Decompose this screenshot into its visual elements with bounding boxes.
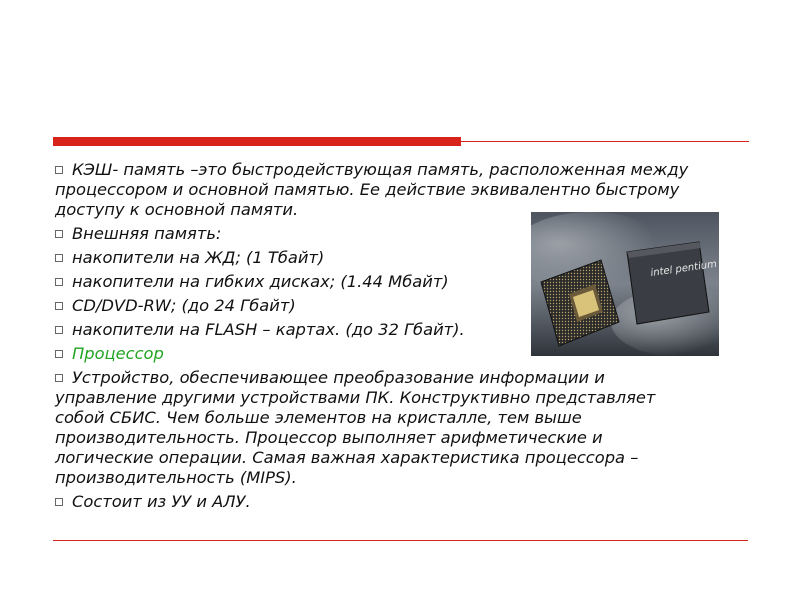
paragraph-floppy: [55, 272, 735, 292]
text-line: накопители на FLASH – картах. (до 32 Гбайт).: [72, 320, 465, 339]
bullet-icon: [55, 498, 63, 506]
bullet-icon: [55, 374, 63, 382]
text-line: собой СБИС. Чем больше элементов на кристалле, тем выше: [55, 408, 582, 427]
title-rule-thick: [53, 137, 461, 146]
text-line: управление другими устройствами ПК. Конструктивно представляет: [55, 388, 656, 407]
text-line: процессором и основной памятью. Ее действие эквивалентно быстрому: [55, 180, 680, 199]
chip-logo-text: intel pentium: [649, 258, 718, 279]
bullet-icon: [55, 278, 63, 286]
text-line: КЭШ- память –это быстродействующая память, расположенная между: [72, 160, 689, 179]
text-line: Внешняя память:: [72, 224, 222, 243]
paragraph-flash: [55, 320, 735, 340]
text-line: накопители на гибких дисках; (1.44 Мбайт): [72, 272, 449, 291]
bullet-icon: [55, 350, 63, 358]
text-line: Устройство, обеспечивающее преобразование информации и: [72, 368, 605, 387]
text-line: Состоит из УУ и АЛУ.: [72, 492, 251, 511]
paragraph-cu-alu: [55, 492, 735, 512]
paragraph-cd-dvd: [55, 296, 735, 316]
paragraph-cache-memory: [55, 160, 735, 220]
text-line: производительность (MIPS).: [55, 468, 297, 487]
text-line: логические операции. Самая важная характеристика процессора –: [55, 448, 639, 467]
title-rule-thin: [461, 141, 749, 142]
text-line: CD/DVD-RW; (до 24 Гбайт): [72, 296, 296, 315]
bullet-icon: [55, 254, 63, 262]
paragraph-processor-heading: [55, 344, 735, 364]
text-line: производительность. Процессор выполняет арифметические и: [55, 428, 603, 447]
slide-body: [55, 160, 735, 516]
text-line: накопители на ЖД; (1 Тбайт): [72, 248, 325, 267]
bullet-icon: [55, 166, 63, 174]
text-line: Процессор: [72, 344, 164, 363]
text-line: доступу к основной памяти.: [55, 200, 299, 219]
bullet-icon: [55, 230, 63, 238]
paragraph-processor-description: [55, 368, 735, 488]
bullet-icon: [55, 302, 63, 310]
paragraph-external-memory: [55, 224, 735, 244]
paragraph-hdd: [55, 248, 735, 268]
bullet-icon: [55, 326, 63, 334]
footer-rule: [53, 540, 748, 541]
